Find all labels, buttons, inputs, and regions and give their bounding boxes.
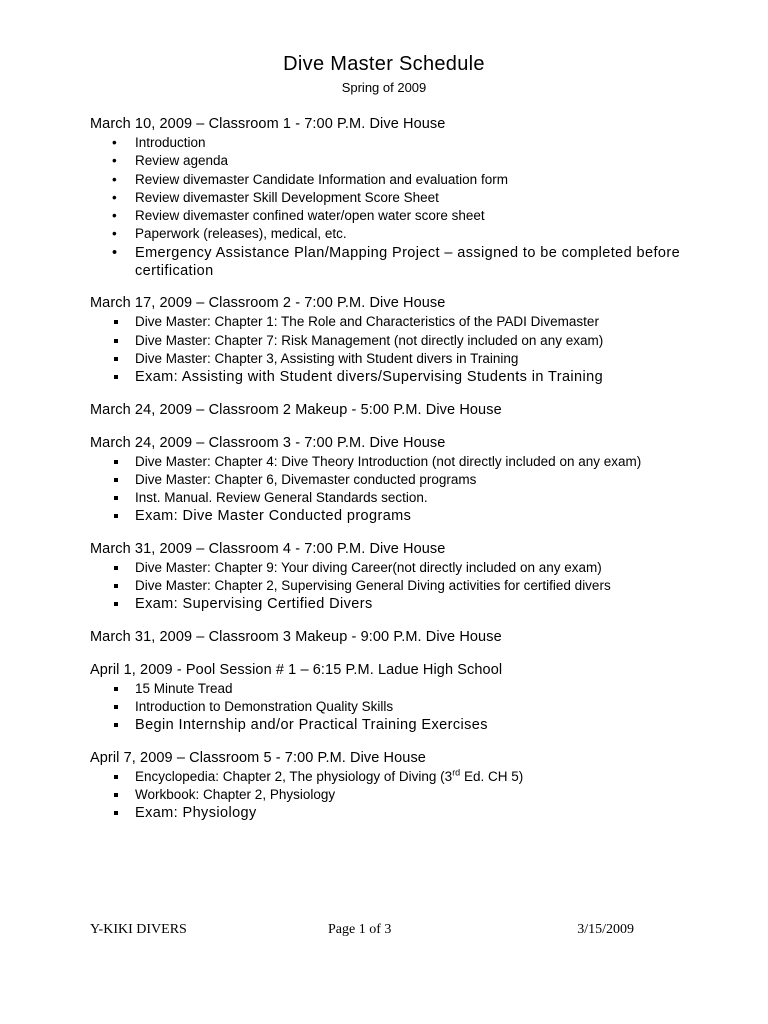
session-march-31-makeup	[90, 628, 690, 647]
session-march-24	[90, 434, 690, 526]
session-march-10	[90, 115, 690, 280]
list-item: Dive Master: Chapter 4: Dive Theory Introduction (not directly included on any exam)	[90, 453, 690, 471]
session-item-list	[90, 768, 690, 823]
list-item-text: Ed. CH 5)	[460, 768, 524, 784]
session-april-1	[90, 661, 690, 735]
list-item	[90, 768, 690, 786]
list-item: • Review divemaster confined water/open water score sheet	[90, 207, 690, 225]
schedule-content	[90, 115, 690, 836]
session-heading: March 31, 2009 – Classroom 4 - 7:00 P.M. Dive House	[90, 540, 446, 557]
footer-page-number: Page 1 of 3	[328, 922, 392, 937]
session-heading: April 1, 2009 - Pool Session # 1 – 6:15 P.M. Ladue High School	[90, 661, 503, 678]
ordinal-superscript: rd	[452, 767, 461, 778]
list-item: Exam: Assisting with Student divers/Supervising Students in Training	[90, 368, 690, 386]
session-march-24-makeup	[90, 401, 690, 420]
session-heading: March 10, 2009 – Classroom 1 - 7:00 P.M. Dive House	[90, 116, 446, 132]
list-item: Begin Internship and/or Practical Training Exercises	[90, 716, 690, 734]
list-item-text: Encyclopedia: Chapter 2, The physiology of Diving (3	[135, 768, 453, 784]
list-item: • Paperwork (releases), medical, etc.	[90, 225, 690, 243]
list-item: Exam: Physiology	[90, 804, 690, 822]
list-item: Introduction to Demonstration Quality Skills	[90, 698, 690, 716]
session-heading: March 24, 2009 – Classroom 3 - 7:00 P.M. Dive House	[90, 434, 446, 451]
list-item: Dive Master: Chapter 7: Risk Management (not directly included on any exam)	[90, 332, 690, 350]
list-item: Dive Master: Chapter 3, Assisting with Student divers in Training	[90, 350, 690, 368]
session-item-list	[90, 680, 690, 735]
list-item: • Review divemaster Skill Development Score Sheet	[90, 189, 690, 207]
session-heading: March 17, 2009 – Classroom 2 - 7:00 P.M. Dive House	[90, 295, 446, 312]
list-item: Exam: Dive Master Conducted programs	[90, 507, 690, 525]
session-item-list	[90, 559, 690, 614]
footer-date: 3/15/2009	[577, 922, 634, 937]
session-item-list	[90, 134, 690, 280]
list-item: Dive Master: Chapter 2, Supervising General Diving activities for certified divers	[90, 577, 690, 595]
session-item-list	[90, 453, 690, 526]
document-subtitle: Spring of 2009	[341, 80, 427, 95]
session-heading: April 7, 2009 – Classroom 5 - 7:00 P.M. Dive House	[90, 749, 426, 766]
session-heading: March 31, 2009 – Classroom 3 Makeup - 9:00 P.M. Dive House	[90, 628, 502, 645]
list-item: Dive Master: Chapter 1: The Role and Characteristics of the PADI Divemaster	[90, 313, 690, 331]
list-item: Exam: Supervising Certified Divers	[90, 595, 690, 613]
list-item: Dive Master: Chapter 6, Divemaster conducted programs	[90, 471, 690, 489]
list-item: • Introduction	[90, 134, 690, 152]
session-april-7	[90, 749, 690, 823]
session-heading: March 24, 2009 – Classroom 2 Makeup - 5:00 P.M. Dive House	[90, 401, 502, 418]
document-title: Dive Master Schedule	[283, 53, 485, 75]
list-item: 15 Minute Tread	[90, 680, 690, 698]
session-march-17	[90, 294, 690, 386]
list-item: • Emergency Assistance Plan/Mapping Project – assigned to be completed before certification	[90, 244, 690, 281]
session-item-list	[90, 313, 690, 386]
list-item: Inst. Manual. Review General Standards section.	[90, 489, 690, 507]
list-item: Dive Master: Chapter 9: Your diving Career(not directly included on any exam)	[90, 559, 690, 577]
footer-organization: Y-KIKI DIVERS	[90, 922, 187, 937]
session-march-31	[90, 540, 690, 614]
list-item: • Review divemaster Candidate Information and evaluation form	[90, 171, 690, 189]
list-item: Workbook: Chapter 2, Physiology	[90, 786, 690, 804]
list-item: • Review agenda	[90, 152, 690, 170]
